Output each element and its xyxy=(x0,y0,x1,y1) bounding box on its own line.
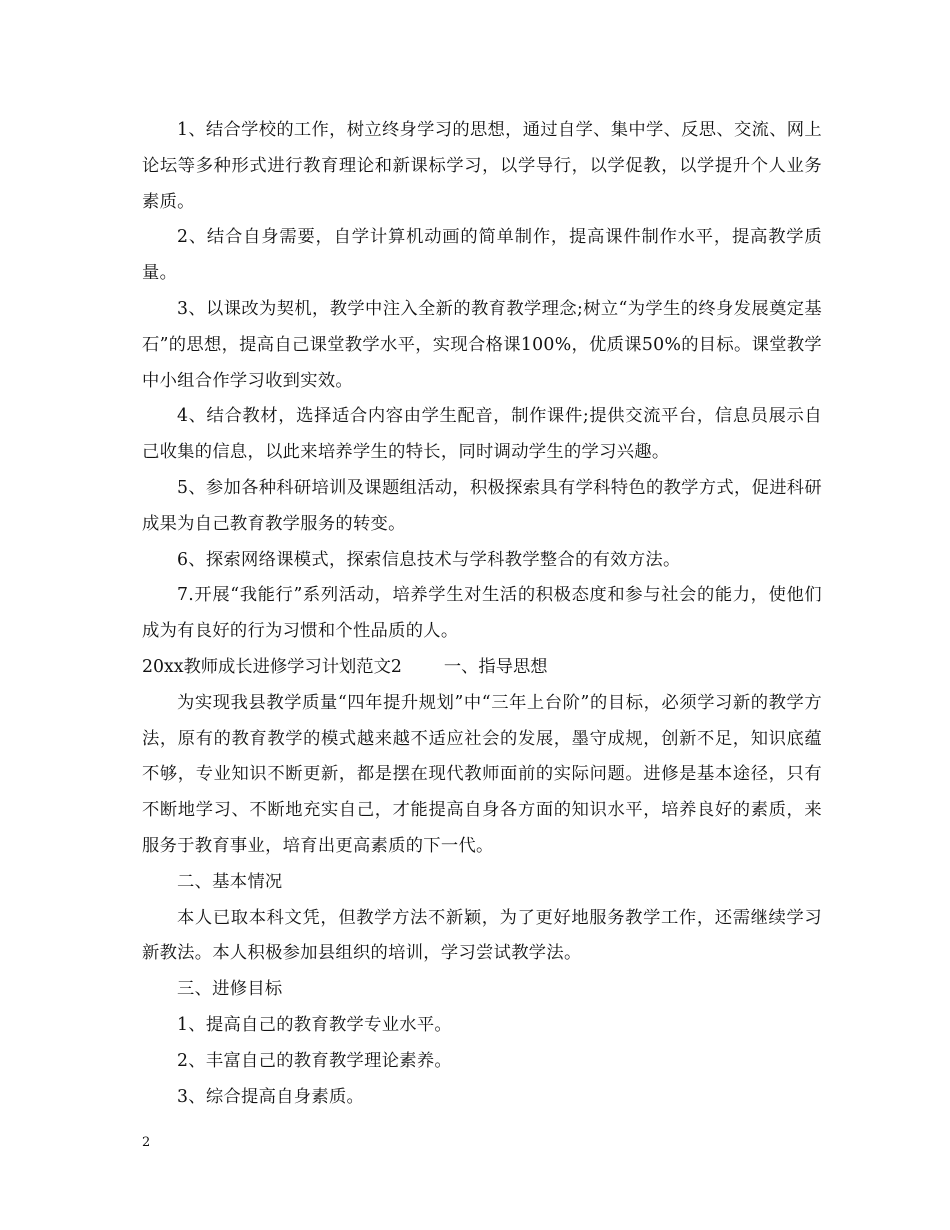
document-body xyxy=(142,113,822,1115)
guiding-thought-paragraph: 为实现我县教学质量“四年提升规划”中“三年上台阶”的目标，必须学习新的教学方法，原有的教育教学的模式越来越不适应社会的发展，墨守成规，创新不足，知识底蕴不够，专业知识不断更新，都是摆在现代教师面前的实际问题。进修是基本途径，只有不断地学习、不断地充实自己，才能提高自身各方面的知识水平，培养良好的素质，来服务于教育事业，培育出更高素质的下一代。 xyxy=(142,692,822,856)
paragraph-item-3: 3、以课改为契机，教学中注入全新的教育教学理念;树立“为学生的终身发展奠定基石”的思想，提高自己课堂教学水平，实现合格课100%，优质课50%的目标。课堂教学中小组合作学习收到实效。 xyxy=(142,298,822,391)
paragraph-item-5: 5、参加各种科研培训及课题组活动，积极探索具有学科特色的教学方式，促进科研成果为自己教育教学服务的转变。 xyxy=(142,477,822,534)
page-number: 2 xyxy=(142,1135,151,1150)
section-subtitle: 一、指导思想 xyxy=(443,656,548,677)
goal-item-3: 3、综合提高自身素质。 xyxy=(177,1086,365,1107)
paragraph-item-6: 6、探索网络课模式，探索信息技术与学科教学整合的有效方法。 xyxy=(177,549,681,570)
paragraph-item-7: 7.开展“我能行”系列活动，培养学生对生活的积极态度和参与社会的能力，使他们成为有良好的行为习惯和个性品质的人。 xyxy=(142,585,822,642)
basic-situation-heading: 二、基本情况 xyxy=(177,871,283,892)
basic-situation-paragraph: 本人已取本科文凭，但教学方法不新颖，为了更好地服务教学工作，还需继续学习新教法。本人积极参加县组织的培训，学习尝试教学法。 xyxy=(142,907,822,964)
paragraph-item-2: 2、结合自身需要，自学计算机动画的简单制作，提高课件制作水平，提高教学质量。 xyxy=(142,227,822,284)
paragraph-item-1: 1、结合学校的工作，树立终身学习的思想，通过自学、集中学、反思、交流、网上论坛等多种形式进行教育理论和新课标学习，以学导行，以学促教，以学提升个人业务素质。 xyxy=(142,120,822,212)
paragraph-item-4: 4、结合教材，选择适合内容由学生配音，制作课件;提供交流平台，信息员展示自己收集的信息，以此来培养学生的特长，同时调动学生的学习兴趣。 xyxy=(142,406,822,463)
section-heading xyxy=(142,650,822,686)
goal-item-1: 1、提高自己的教育教学专业水平。 xyxy=(177,1014,453,1035)
study-goals-heading: 三、进修目标 xyxy=(177,979,283,1000)
section-title: 20xx教师成长进修学习计划范文2 xyxy=(142,656,402,677)
goal-item-2: 2、丰富自己的教育教学理论素养。 xyxy=(177,1050,453,1071)
